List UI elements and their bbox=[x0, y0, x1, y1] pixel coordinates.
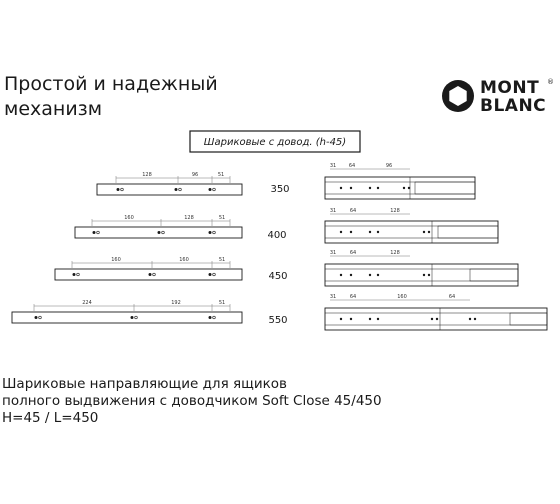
brand-logo bbox=[441, 78, 556, 118]
dim-450-a: 160 bbox=[111, 257, 121, 263]
dim-450-r-b: 64 bbox=[349, 250, 357, 256]
headline-line-1: Простой и надежный bbox=[4, 73, 218, 95]
headline bbox=[4, 72, 218, 122]
rail-diagram bbox=[0, 125, 560, 335]
dim-400-r-a: 31 bbox=[329, 208, 337, 214]
diagram-title: Шариковые с довод. (h-45) bbox=[203, 137, 347, 148]
headline-line-2: механизм bbox=[4, 98, 103, 120]
diagram-title-box bbox=[190, 131, 360, 152]
dim-400-c: 51 bbox=[218, 215, 226, 221]
length-label-400: 400 bbox=[267, 230, 287, 241]
dim-450-r-c: 128 bbox=[390, 250, 400, 256]
dim-400-r-b: 64 bbox=[349, 208, 357, 214]
rail-row-550 bbox=[12, 294, 547, 330]
dim-550-r-c: 160 bbox=[397, 294, 407, 300]
dim-550-r-a: 31 bbox=[329, 294, 337, 300]
dim-550-a: 224 bbox=[82, 300, 92, 306]
caption-line-2: полного выдвижения с доводчиком Soft Close 45/450 bbox=[2, 393, 382, 409]
rail-row-450 bbox=[55, 250, 518, 286]
left-rail-350 bbox=[97, 172, 242, 195]
dim-350-r-c: 96 bbox=[385, 163, 393, 169]
dim-550-b: 192 bbox=[171, 300, 181, 306]
caption-line-1: Шариковые направляющие для ящиков bbox=[2, 376, 287, 392]
logo-wordmark bbox=[480, 79, 546, 115]
length-label-550: 550 bbox=[268, 315, 288, 326]
dim-550-c: 51 bbox=[218, 300, 226, 306]
dim-350-r-a: 31 bbox=[329, 163, 337, 169]
right-rail-550 bbox=[325, 294, 547, 330]
rail-row-400 bbox=[75, 208, 498, 243]
right-rail-350 bbox=[325, 163, 475, 199]
dim-400-a: 160 bbox=[124, 215, 134, 221]
dim-450-b: 160 bbox=[179, 257, 189, 263]
dim-350-r-b: 64 bbox=[348, 163, 356, 169]
caption-line-3: H=45 / L=450 bbox=[2, 410, 99, 426]
left-rail-550 bbox=[12, 300, 242, 323]
dim-350-a: 128 bbox=[142, 172, 152, 178]
dim-450-r-a: 31 bbox=[329, 250, 337, 256]
dim-550-r-b: 64 bbox=[349, 294, 357, 300]
dim-350-b: 96 bbox=[191, 172, 199, 178]
dim-400-b: 128 bbox=[184, 215, 194, 221]
dim-350-c: 51 bbox=[217, 172, 225, 178]
dim-450-c: 51 bbox=[218, 257, 226, 263]
left-rail-400 bbox=[75, 215, 242, 238]
rail-row-350 bbox=[97, 163, 475, 199]
right-rail-450 bbox=[325, 250, 518, 286]
left-rail-450 bbox=[55, 257, 242, 280]
product-caption bbox=[2, 376, 382, 427]
length-label-450: 450 bbox=[268, 271, 288, 282]
logo-line-2: BLANC bbox=[480, 96, 547, 116]
right-rail-400 bbox=[325, 208, 498, 243]
length-label-350: 350 bbox=[270, 184, 290, 195]
dim-400-r-c: 128 bbox=[390, 208, 400, 214]
registered-mark: ® bbox=[547, 78, 554, 86]
dim-550-r-d: 64 bbox=[448, 294, 456, 300]
logo-line-1: MONT bbox=[480, 78, 540, 98]
hexagon-logo-icon bbox=[441, 79, 475, 113]
